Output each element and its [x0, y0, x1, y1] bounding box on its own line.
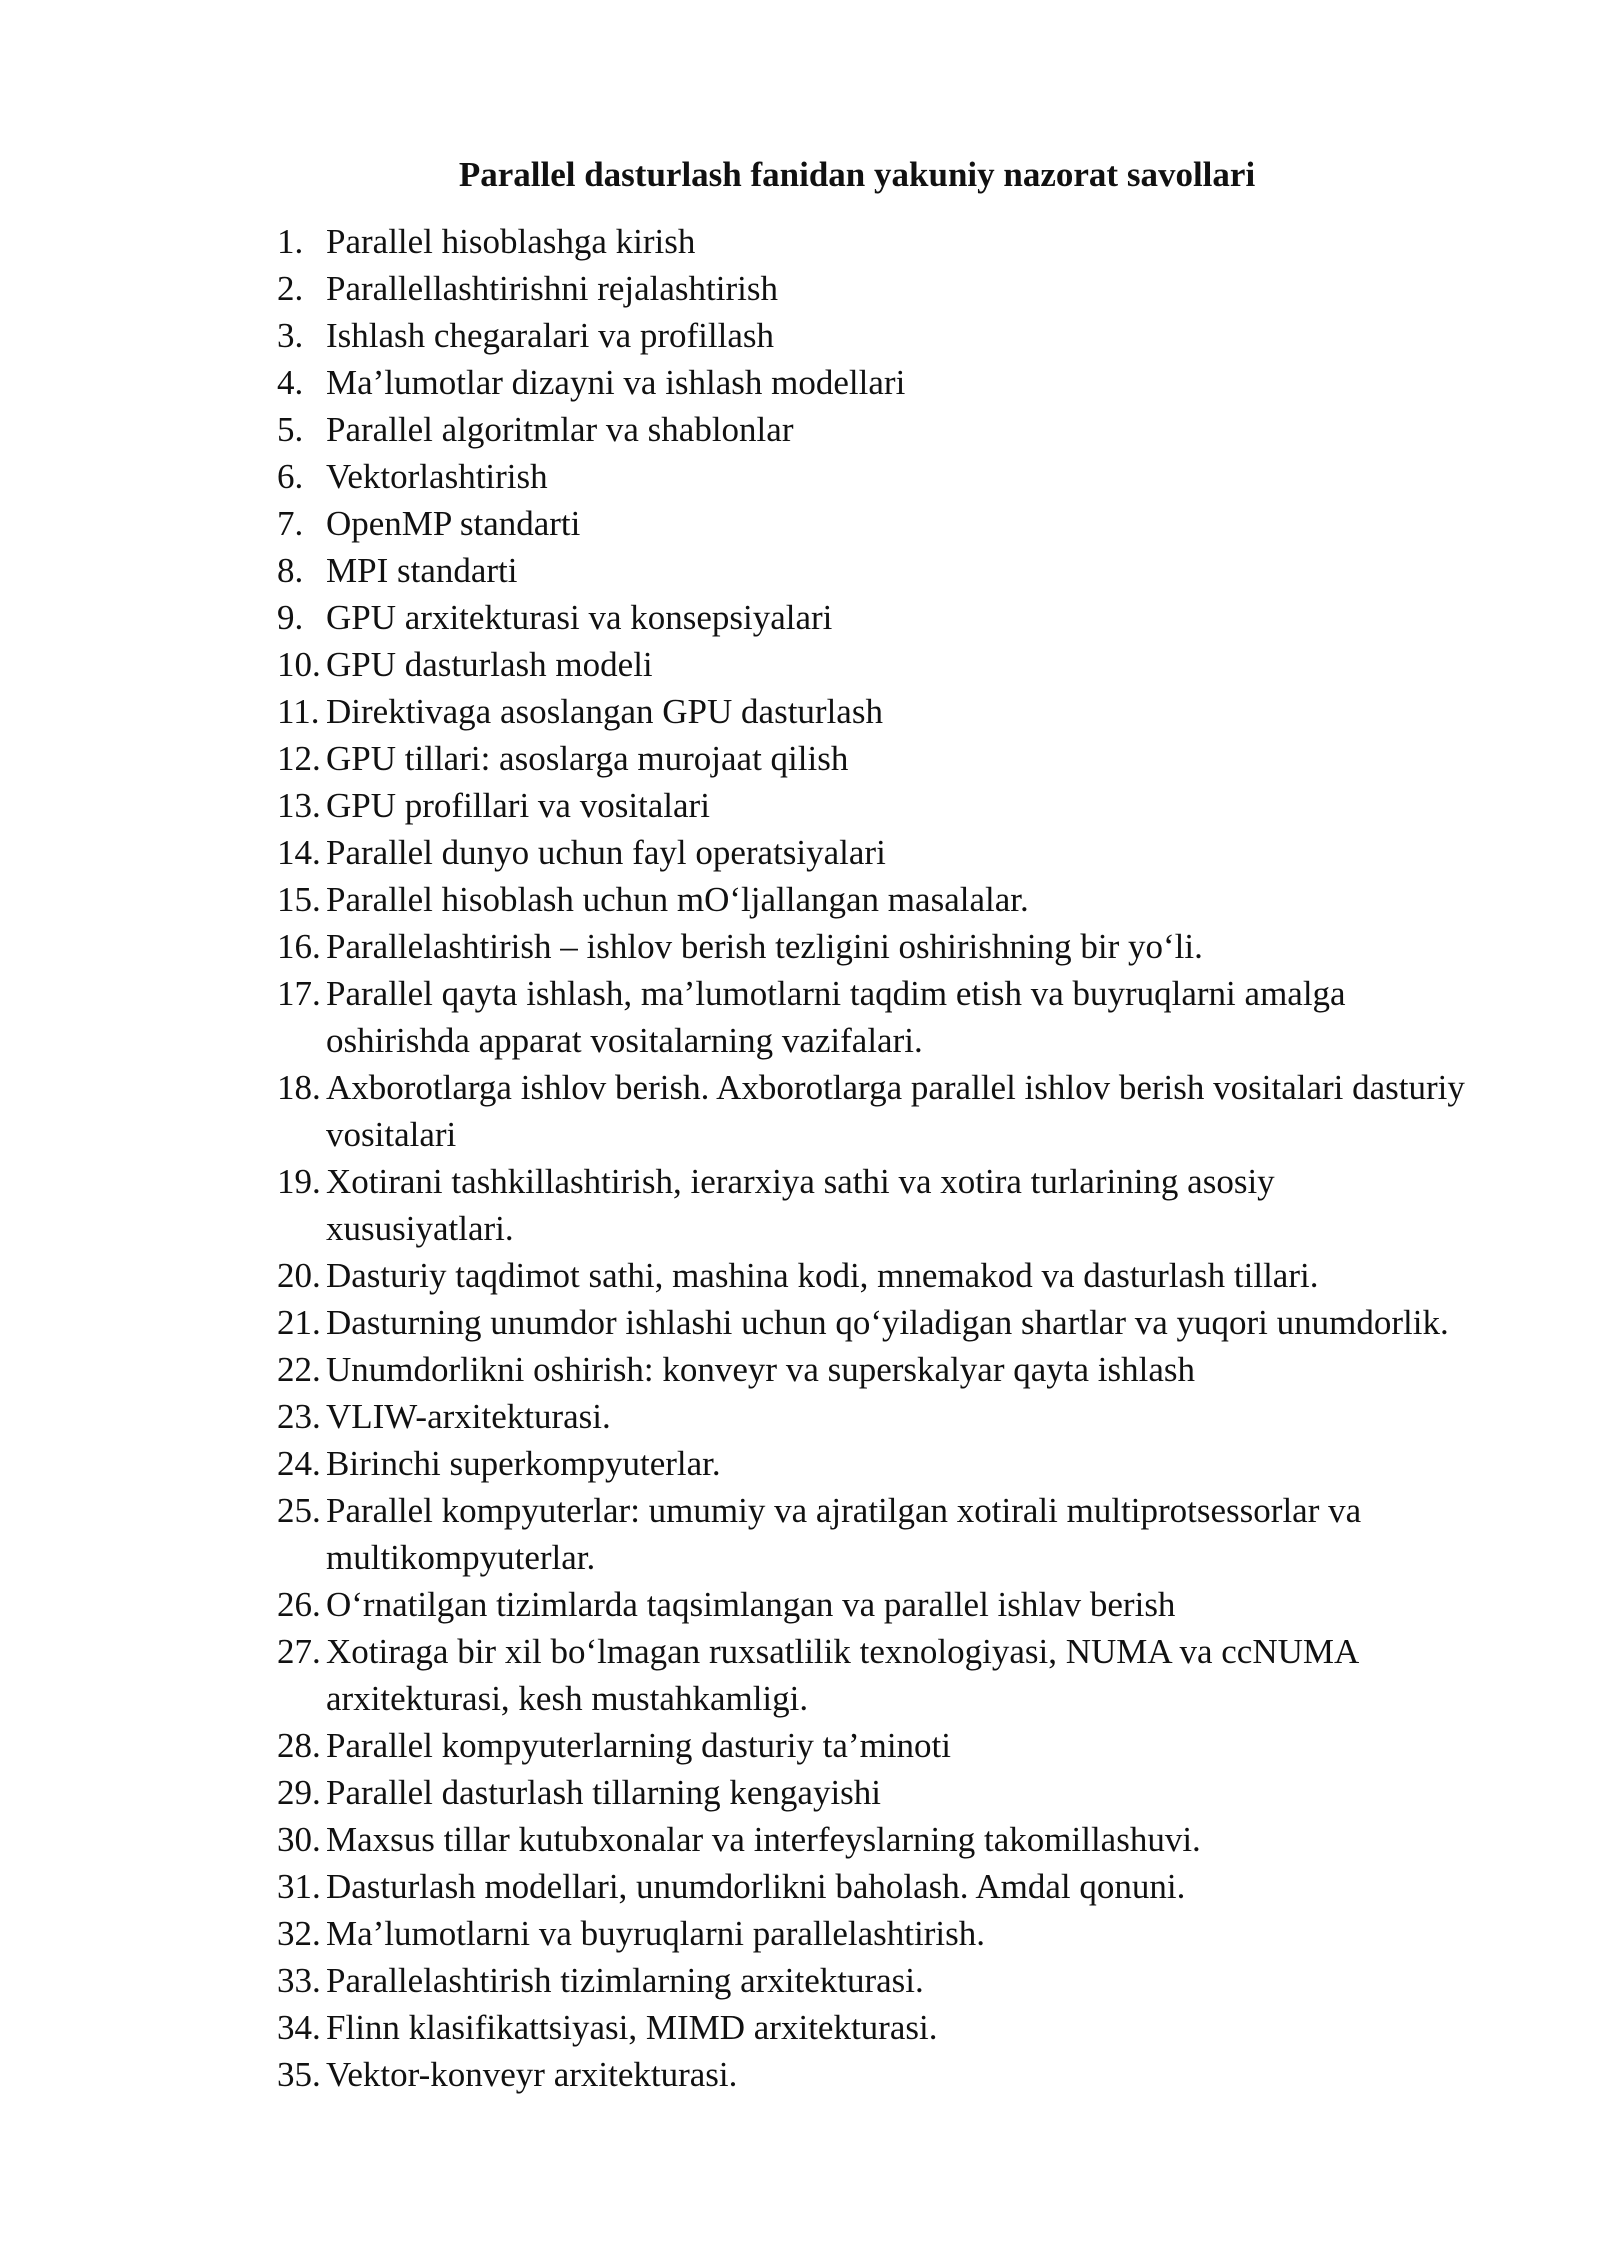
question-item — [277, 265, 1467, 312]
question-number: 18. — [277, 1068, 321, 1107]
question-text: Ishlash chegaralari va profillash — [326, 316, 775, 355]
question-number: 11. — [277, 692, 320, 731]
question-item — [277, 641, 1467, 688]
question-text: GPU profillari va vositalari — [326, 786, 710, 825]
question-text: Parallel dunyo uchun fayl operatsiyalari — [326, 833, 886, 872]
question-text: Parallel hisoblash uchun mO‘ljallangan masalalar. — [326, 880, 1029, 919]
question-text: Xotirani tashkillashtirish, ierarxiya sathi va xotira turlarining asosiy xususiyatlari. — [326, 1162, 1275, 1248]
question-text: MPI standarti — [326, 551, 518, 590]
question-list — [277, 218, 1467, 2098]
question-number: 19. — [277, 1162, 321, 1201]
question-text: VLIW-arxitekturasi. — [326, 1397, 611, 1436]
question-item — [277, 1252, 1467, 1299]
document-title: Parallel dasturlash fanidan yakuniy nazorat savollari — [458, 155, 1256, 194]
question-number: 27. — [277, 1632, 321, 1671]
question-number: 32. — [277, 1914, 321, 1953]
question-number: 28. — [277, 1726, 321, 1765]
question-text: GPU tillari: asoslarga murojaat qilish — [326, 739, 849, 778]
question-item — [277, 829, 1467, 876]
question-number: 34. — [277, 2008, 321, 2047]
question-number: 29. — [277, 1773, 321, 1812]
question-number: 3. — [277, 316, 304, 355]
question-item — [277, 312, 1467, 359]
question-text: Flinn klasifikattsiyasi, MIMD arxitekturasi. — [326, 2008, 938, 2047]
question-item — [277, 1064, 1467, 1158]
question-text: Unumdorlikni oshirish: konveyr va superskalyar qayta ishlash — [326, 1350, 1196, 1389]
question-text: Direktivaga asoslangan GPU dasturlash — [326, 692, 883, 731]
question-number: 15. — [277, 880, 321, 919]
question-text: Axborotlarga ishlov berish. Axborotlarga parallel ishlov berish vositalari dasturiy vositalari — [326, 1068, 1465, 1154]
question-text: Parallelashtirish tizimlarning arxitekturasi. — [326, 1961, 924, 2000]
question-item — [277, 453, 1467, 500]
question-text: Xotiraga bir xil bo‘lmagan ruxsatlilik texnologiyasi, NUMA va ccNUMA arxitekturasi, kesh mustahkamligi. — [326, 1632, 1358, 1718]
question-text: Dasturning unumdor ishlashi uchun qo‘yiladigan shartlar va yuqori unumdorlik. — [326, 1303, 1449, 1342]
question-item — [277, 1158, 1467, 1252]
question-text: GPU arxitekturasi va konsepsiyalari — [326, 598, 833, 637]
question-number: 2. — [277, 269, 304, 308]
question-item — [277, 1440, 1467, 1487]
question-item — [277, 1722, 1467, 1769]
question-text: Parallel hisoblashga kirish — [326, 222, 696, 261]
question-item — [277, 1346, 1467, 1393]
question-number: 7. — [277, 504, 304, 543]
question-text: OpenMP standarti — [326, 504, 581, 543]
question-number: 26. — [277, 1585, 321, 1624]
question-item — [277, 1299, 1467, 1346]
question-number: 13. — [277, 786, 321, 825]
question-number: 9. — [277, 598, 304, 637]
question-item — [277, 735, 1467, 782]
question-number: 1. — [277, 222, 304, 261]
question-item — [277, 406, 1467, 453]
question-number: 23. — [277, 1397, 321, 1436]
question-text: Vektor-konveyr arxitekturasi. — [326, 2055, 738, 2094]
question-text: Dasturlash modellari, unumdorlikni baholash. Amdal qonuni. — [326, 1867, 1186, 1906]
question-number: 16. — [277, 927, 321, 966]
question-item — [277, 876, 1467, 923]
question-item — [277, 970, 1467, 1064]
question-number: 30. — [277, 1820, 321, 1859]
question-item — [277, 1628, 1467, 1722]
question-number: 17. — [277, 974, 321, 1013]
question-number: 20. — [277, 1256, 321, 1295]
question-item — [277, 359, 1467, 406]
question-number: 8. — [277, 551, 304, 590]
question-number: 6. — [277, 457, 304, 496]
question-item — [277, 1863, 1467, 1910]
question-text: Parallel kompyuterlar: umumiy va ajratilgan xotirali multiprotsessorlar va multikompyuterlar. — [326, 1491, 1362, 1577]
question-item — [277, 782, 1467, 829]
question-text: Parallellashtirishni rejalashtirish — [326, 269, 778, 308]
question-text: Dasturiy taqdimot sathi, mashina kodi, mnemakod va dasturlash tillari. — [326, 1256, 1319, 1295]
question-item — [277, 594, 1467, 641]
question-number: 4. — [277, 363, 304, 402]
question-number: 24. — [277, 1444, 321, 1483]
question-text: Parallel qayta ishlash, ma’lumotlarni taqdim etish va buyruqlarni amalga oshirishda apparat vositalarning vazifalari. — [326, 974, 1346, 1060]
question-number: 5. — [277, 410, 304, 449]
question-text: Ma’lumotlar dizayni va ishlash modellari — [326, 363, 906, 402]
question-item — [277, 2051, 1467, 2098]
question-text: Birinchi superkompyuterlar. — [326, 1444, 721, 1483]
question-number: 10. — [277, 645, 321, 684]
question-number: 14. — [277, 833, 321, 872]
question-number: 25. — [277, 1491, 321, 1530]
question-item — [277, 688, 1467, 735]
question-item — [277, 1769, 1467, 1816]
question-item — [277, 1393, 1467, 1440]
question-text: Parallel algoritmlar va shablonlar — [326, 410, 794, 449]
question-text: Maxsus tillar kutubxonalar va interfeyslarning takomillashuvi. — [326, 1820, 1201, 1859]
question-number: 35. — [277, 2055, 321, 2094]
question-text: Parallel dasturlash tillarning kengayishi — [326, 1773, 882, 1812]
question-text: O‘rnatilgan tizimlarda taqsimlangan va parallel ishlav berish — [326, 1585, 1176, 1624]
question-number: 31. — [277, 1867, 321, 1906]
question-item — [277, 1816, 1467, 1863]
question-text: Parallel kompyuterlarning dasturiy ta’minoti — [326, 1726, 951, 1765]
question-item — [277, 1487, 1467, 1581]
question-item — [277, 923, 1467, 970]
question-number: 21. — [277, 1303, 321, 1342]
question-number: 33. — [277, 1961, 321, 2000]
question-number: 12. — [277, 739, 321, 778]
question-number: 22. — [277, 1350, 321, 1389]
question-text: Ma’lumotlarni va buyruqlarni parallelashtirish. — [326, 1914, 985, 1953]
question-text: Parallelashtirish – ishlov berish tezligini oshirishning bir yo‘li. — [326, 927, 1203, 966]
question-item — [277, 547, 1467, 594]
question-item — [277, 2004, 1467, 2051]
question-item — [277, 1910, 1467, 1957]
question-text: Vektorlashtirish — [326, 457, 548, 496]
question-item — [277, 218, 1467, 265]
question-item — [277, 1957, 1467, 2004]
question-item — [277, 500, 1467, 547]
question-item — [277, 1581, 1467, 1628]
question-text: GPU dasturlash modeli — [326, 645, 653, 684]
